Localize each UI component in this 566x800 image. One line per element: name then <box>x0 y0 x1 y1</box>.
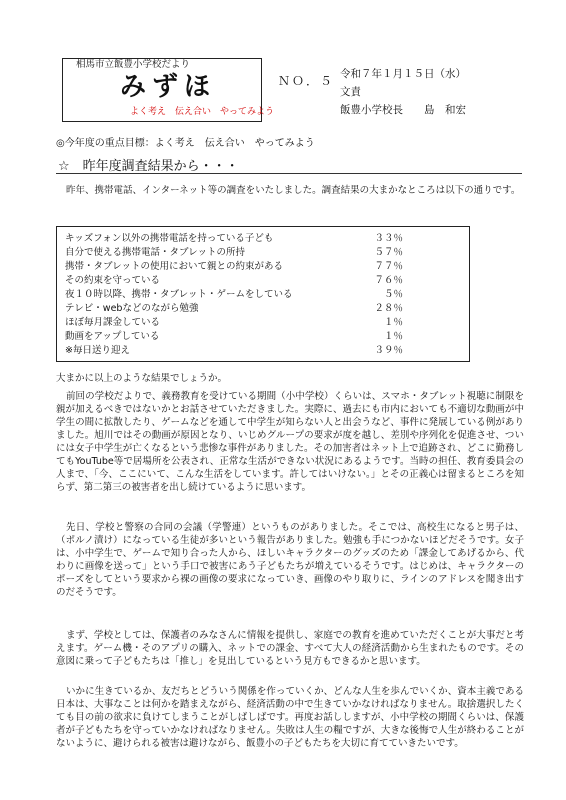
principal-name: 飯豊小学校長 島 和宏 <box>340 104 466 116</box>
result-label: 動画をアップしている <box>65 331 160 342</box>
section-heading: ☆ 昨年度調査結果から・・・ <box>58 159 239 174</box>
intro-paragraph: 昨年、携帯電話、インターネット等の調査をいたしました。調査結果の大まかなところは以下の通りです。 <box>66 185 521 196</box>
result-row <box>65 302 463 316</box>
result-value: １％ <box>383 317 403 328</box>
result-label: その約束を守っている <box>65 275 161 286</box>
body-paragraph-1: 前回の学校だよりで、義務教育を受けている期間（小中学校）くらいは、スマホ・タブレット視聴に制限を親が加えるべきではないかとお話させていただきました。実際に、過去にも市内においても不適切な動画が中学生の間に拡散したり、ゲームなどを通して中学生が知らない人と出会うなど、事件に発展している例がありました。旭川ではその動画が原因となり、いじめグループの要求が度を越し、差別や序列化を促進させ、ついには女子中学生が亡くなるという悲惨な事件がありました。その加害者はネット上で追跡され、どこに勤務してもYouTube等で居場所を公表され、正常な生活ができない状況にあるようです。当時の担任、教育委員会の人まで、「今、ここにいて、こんな生活をしています。許してはいけない。」とその正義心は留まるところを知らず、第二第三の被害者を出し続けているように思います。 <box>56 391 524 493</box>
newsletter-title: みずほ <box>120 72 217 102</box>
result-label: 自分で使える携帯電話・タブレットの所持 <box>65 247 246 258</box>
result-label: キッズフォン以外の携帯電話を持っている子ども <box>65 233 274 244</box>
result-row <box>65 288 463 302</box>
result-row <box>65 260 463 274</box>
school-name: 相馬市立飯豊小学校だより <box>76 59 191 70</box>
issue-number: ＮＯ．５ <box>278 74 335 88</box>
result-value: ３９％ <box>374 345 403 356</box>
result-row <box>65 246 463 260</box>
survey-results-box <box>56 226 470 362</box>
yearly-goal: ◎今年度の重点目標：よく考え 伝え合い やってみよう <box>56 138 315 149</box>
result-label: ※毎日送り迎え <box>65 345 130 356</box>
school-motto: よく考え 伝え合い やってみよう <box>130 107 275 117</box>
heading-rule <box>56 173 522 174</box>
result-value: ３３％ <box>374 233 403 244</box>
responsibility-label: 文責 <box>340 86 361 98</box>
result-value: ２８％ <box>374 303 403 314</box>
result-row <box>65 330 463 344</box>
result-value: ７７％ <box>374 261 403 272</box>
result-value: ５７％ <box>374 247 403 258</box>
result-label: 携帯・タブレットの使用において親との約束がある <box>65 261 284 272</box>
body-paragraph-3: まず、学校としては、保護者のみなさんに情報を提供し、家庭での教育を進めていただくことが大事だと考えます。ゲーム機・そのアプリの購入、ネットでの課金、すべて大人の経済活動から生まれたものです。その意図に乗って子どもたちは「推し」を見出しているという見方もできるかと思います。 <box>56 630 524 667</box>
result-value: ７６％ <box>374 275 403 286</box>
result-value: ５％ <box>383 289 403 300</box>
result-label: 夜１０時以降、携帯・タブレット・ゲームをしている <box>65 289 293 300</box>
result-row <box>65 316 463 330</box>
issue-date: 令和７年１月１５日（水） <box>340 68 466 80</box>
body-paragraph-4: いかに生きているか、友だちとどういう関係を作っていくか、どんな人生を歩んでいくか、資本主義である日本は、大事なことは何かを踏まえながら、経済活動の中で生きていかなければなりません。取捨選択したくても目の前の欲求に負けてしまうことがしばしばです。再度お話ししますが、小中学校の期間くらいは、保護者が子どもたちを守っていかなければなりません。失敗は人生の糧ですが、大きな後悔で人生が終わることがないように、避けられる被害は避けながら、飯豊小の子どもたちを大切に育てていきたいです。 <box>56 686 524 749</box>
summary-text: 大まかに以上のような結果でしょうか。 <box>56 373 228 384</box>
result-row <box>65 274 463 288</box>
result-label: ほぼ毎月課金している <box>65 317 161 328</box>
body-paragraph-2: 先日、学校と警察の合同の会議（学警連）というものがありました。そこでは、高校生になると男子は、（ポルノ漬け）になっている生徒が多いという報告がありました。勉強も手につかないほどだそうです。女子は、小中学生で、ゲームで知り合った人から、ほしいキャラクターのグッズのため「課金してあげるから、代わりに画像を送って」という手口で被害にあう子どもたちが増えているそうです。はじめは、キャラクターのポーズをしてという要求から裸の画像の要求になっていき、画像のやり取りに、ラインのアドレスを聞き出すのだそうです。 <box>56 522 524 598</box>
result-row <box>65 344 463 358</box>
result-row <box>65 232 463 246</box>
result-label: テレビ・webなどのながら勉強 <box>65 303 199 314</box>
result-value: １％ <box>383 331 403 342</box>
